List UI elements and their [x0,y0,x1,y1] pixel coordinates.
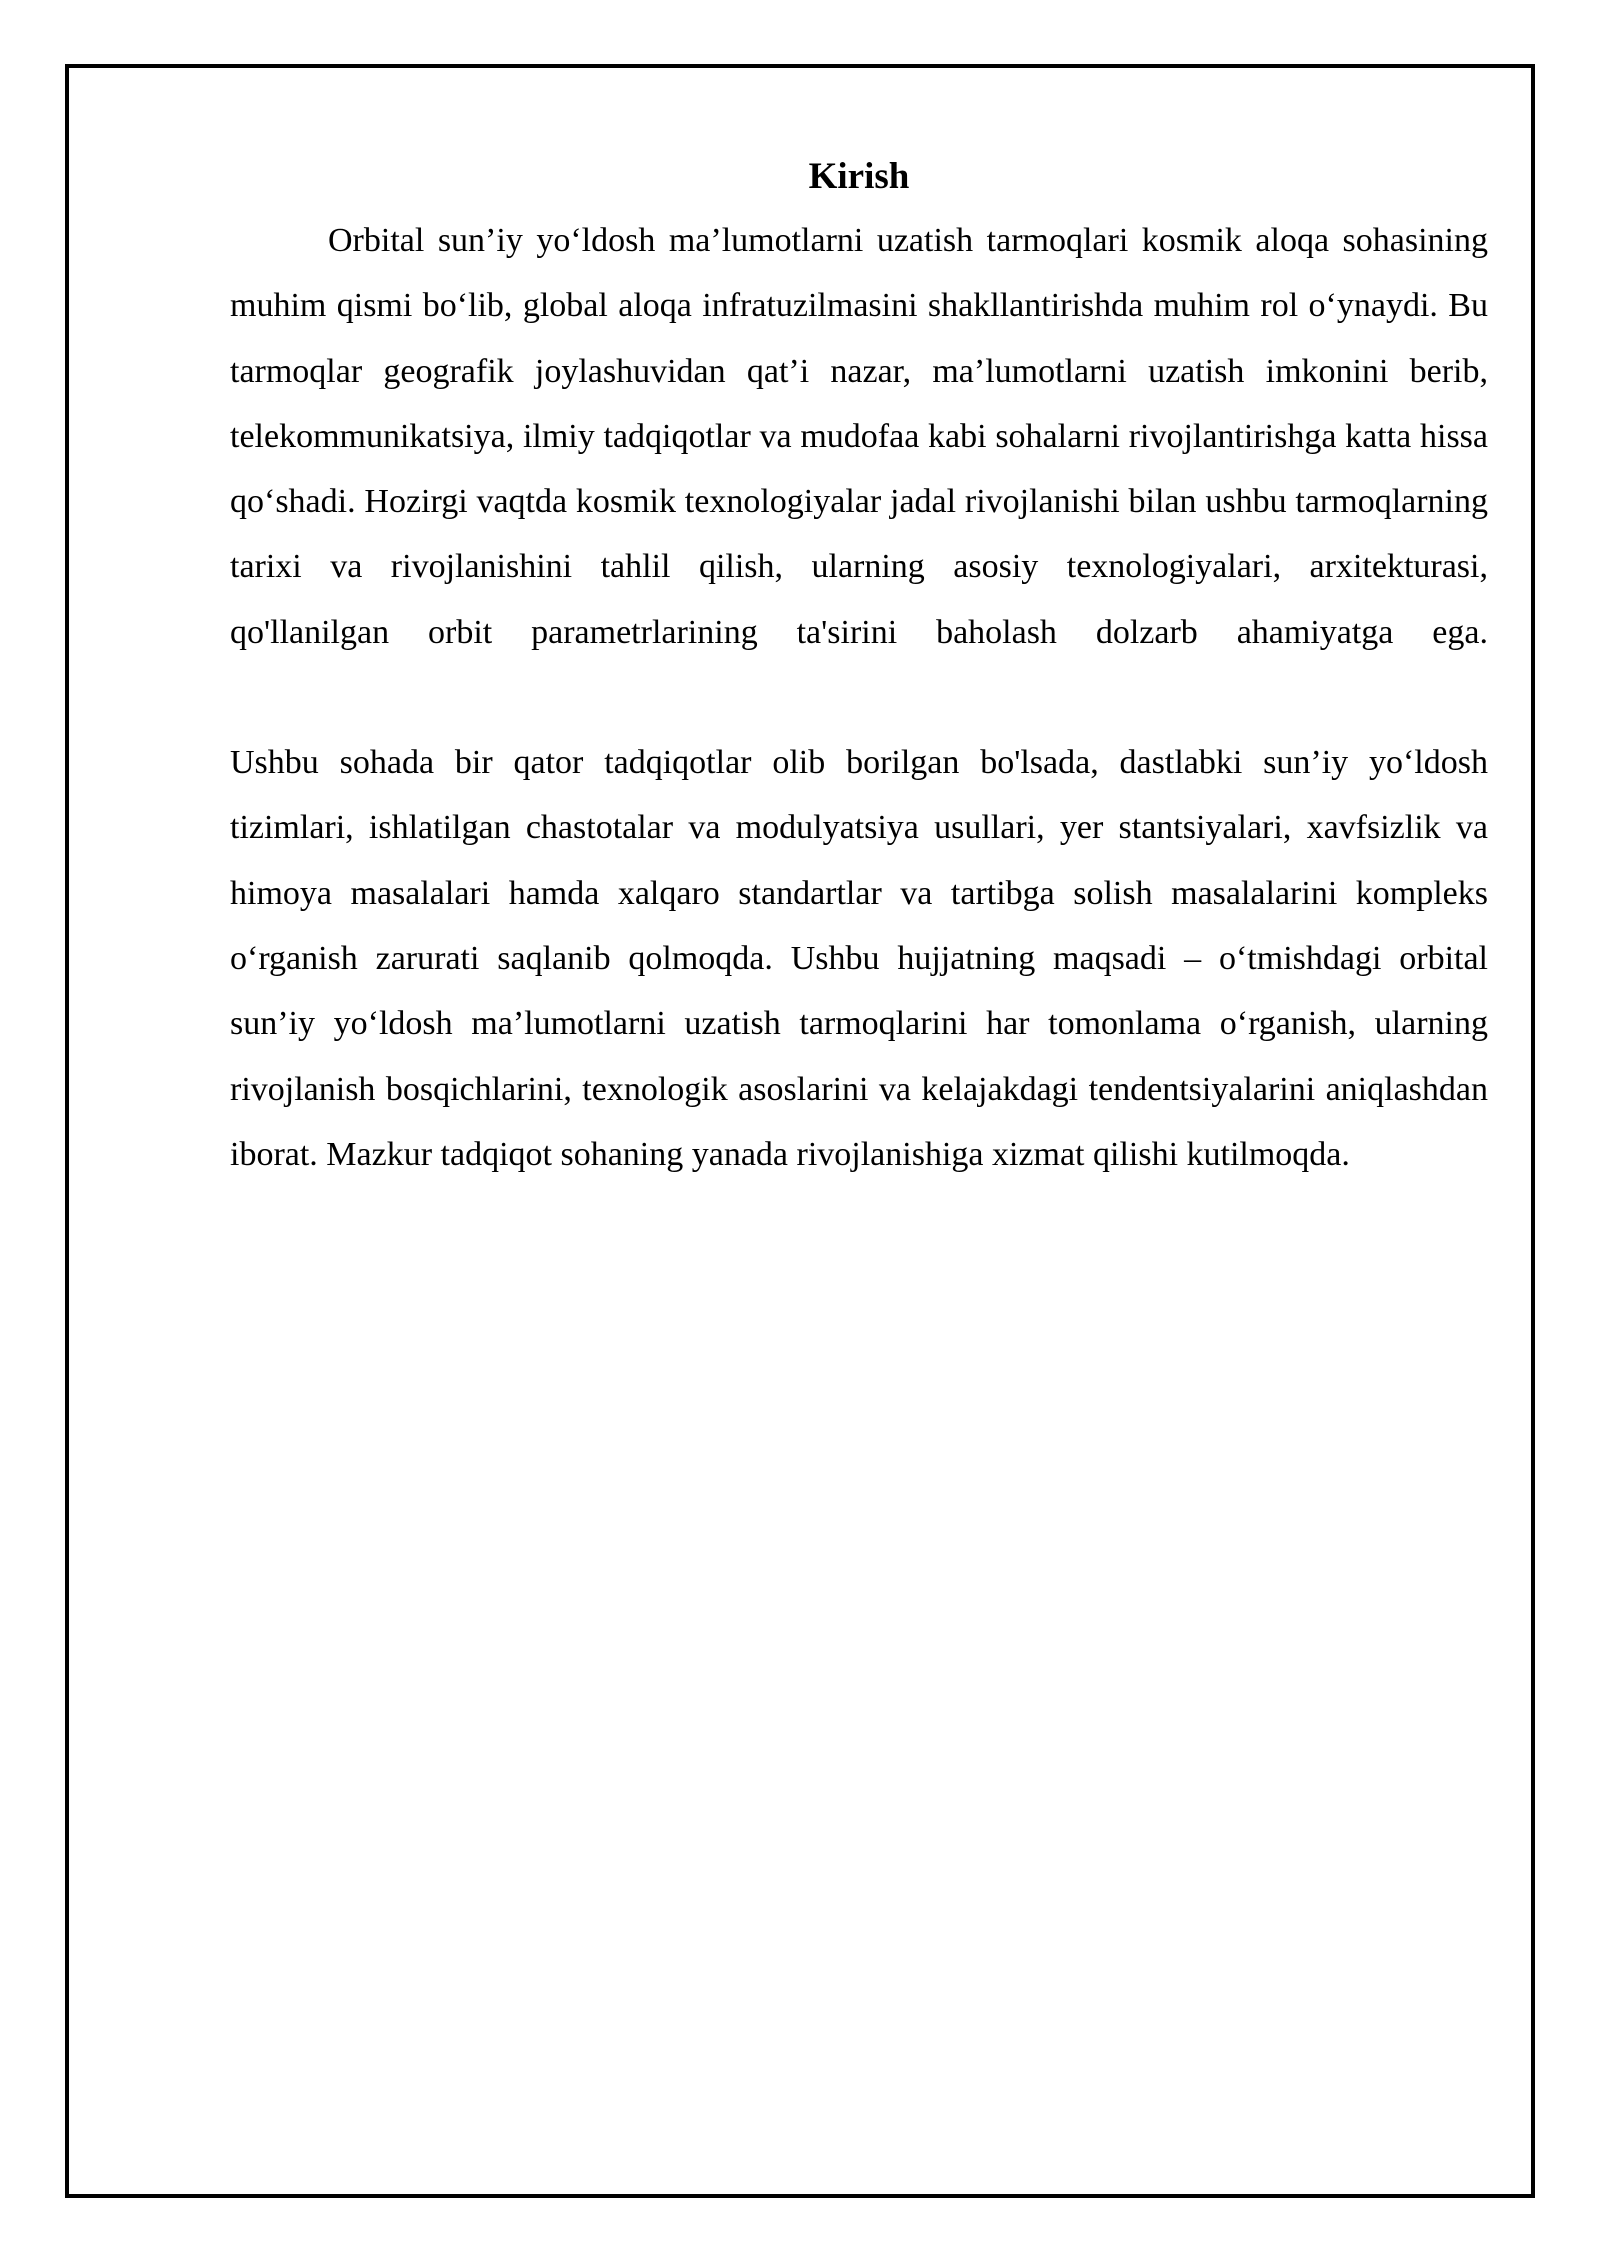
paragraph-spacer [230,665,1488,730]
paragraph-purpose: Ushbu sohada bir qator tadqiqotlar olib borilgan bo'lsada, dastlabki sun’iy yo‘ldosh tizimlari, ishlatilgan chastotalar va modulyatsiya usullari, yer stantsiyalari, xavfsizlik va himoya masalalari hamda xalqaro standartlar va tartibga solish masalalarini kompleks o‘rganish zarurati saqlanib qolmoqda. Ushbu hujjatning maqsadi – o‘tmishdagi orbital sun’iy yo‘ldosh ma’lumotlarni uzatish tarmoqlarini har tomonlama o‘rganish, ularning rivojlanish bosqichlarini, texnologik asoslarini va kelajakdagi tendentsiyalarini aniqlashdan iborat. Mazkur tadqiqot sohaning yanada rivojlanishiga xizmat qilishi kutilmoqda. [230,744,1488,1173]
section-title: Kirish [808,156,910,197]
paragraph-intro: Orbital sun’iy yo‘ldosh ma’lumotlarni uzatish tarmoqlari kosmik aloqa sohasining muhim qismi bo‘lib, global aloqa infratuzilmasini shakllantirishda muhim rol o‘ynaydi. Bu tarmoqlar geografik joylashuvidan qat’i nazar, ma’lumotlarni uzatish imkonini berib, telekommunikatsiya, ilmiy tadqiqotlar va mudofaa kabi sohalarni rivojlantirishga katta hissa qo‘shadi. Hozirgi vaqtda kosmik texnologiyalar jadal rivojlanishi bilan ushbu tarmoqlarning tarixi va rivojlanishini tahlil qilish, ularning asosiy texnologiyalari, arxitekturasi, qo'llanilgan orbit parametrlarining ta'sirini baholash dolzarb ahamiyatga ega. [230,222,1488,651]
document-body [230,150,1488,1187]
